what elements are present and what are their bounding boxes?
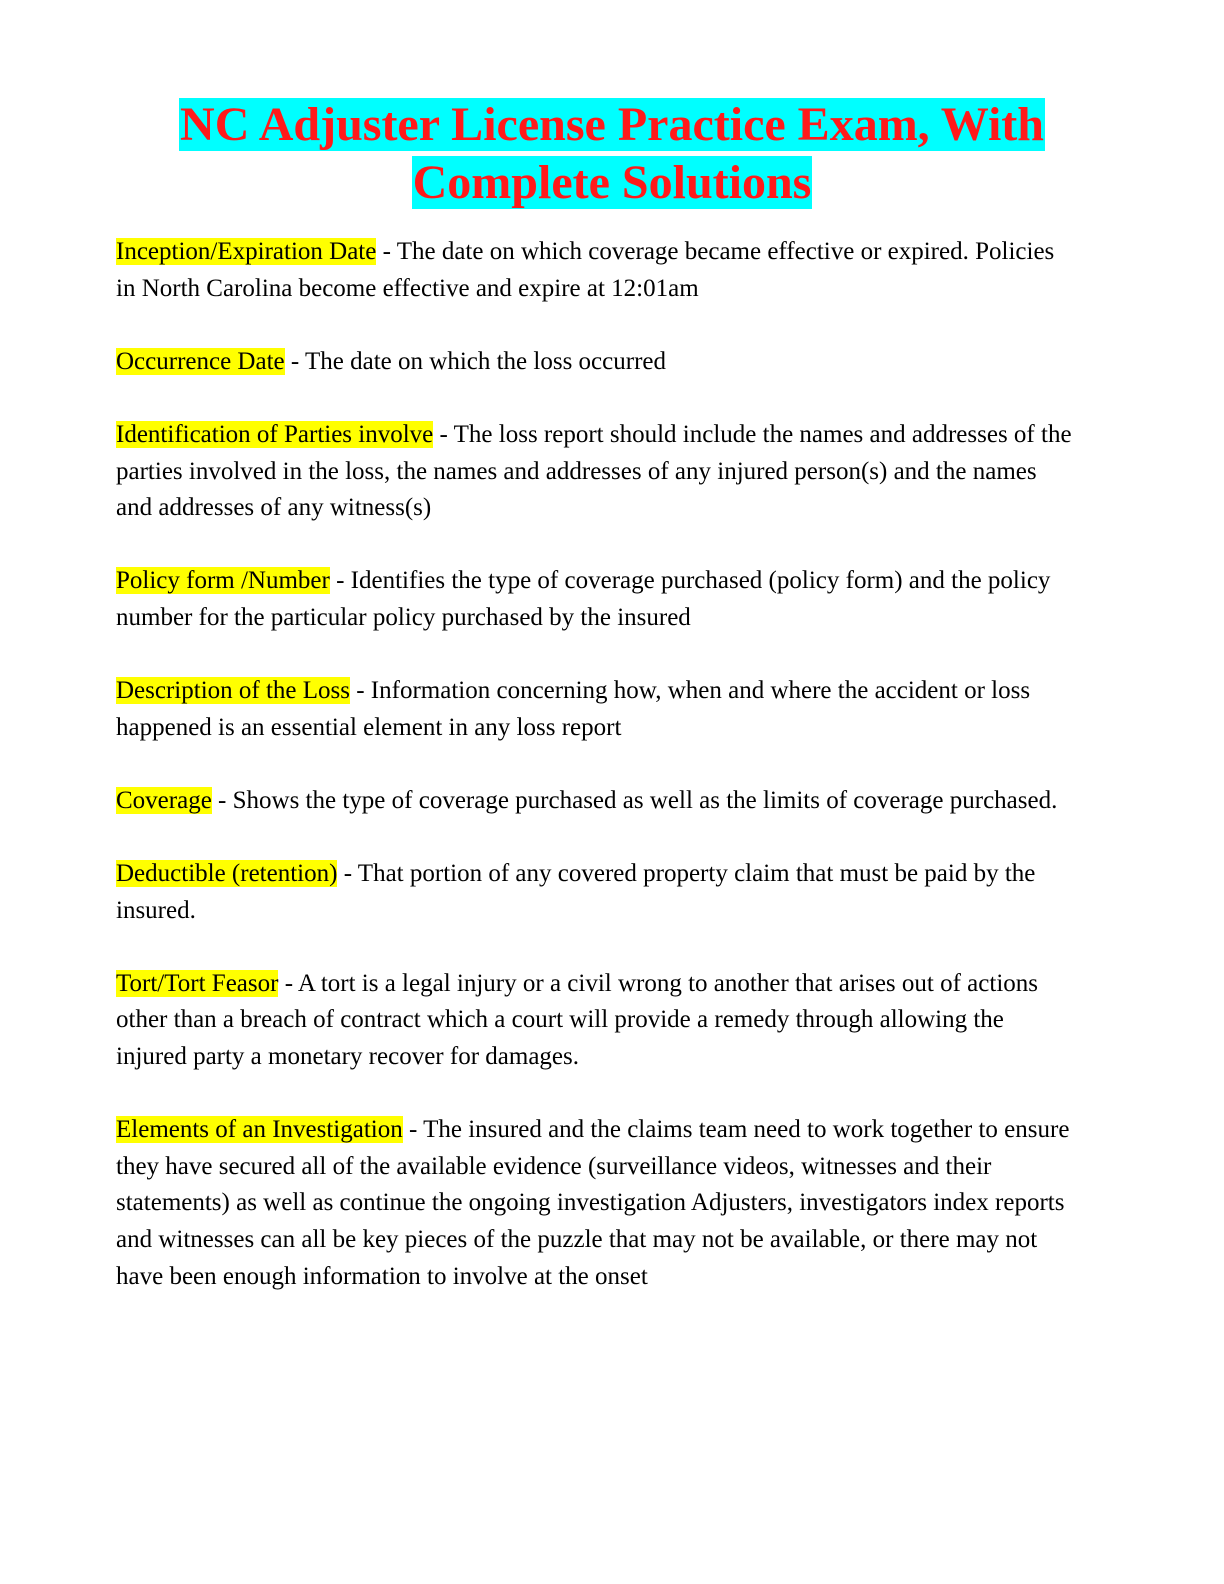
glossary-term: Elements of an Investigation xyxy=(116,1116,403,1144)
glossary-entry xyxy=(116,1112,1076,1295)
page-title xyxy=(100,96,1124,212)
glossary-entry xyxy=(116,563,1076,636)
glossary-term: Policy form /Number xyxy=(116,567,330,595)
glossary-term: Occurrence Date xyxy=(116,347,285,375)
glossary-definition: - Identifies the type of coverage purchased (policy form) and the policy number for the particular policy purchased by the insured xyxy=(116,567,1051,631)
glossary-entry xyxy=(116,234,1076,307)
glossary-term: Deductible (retention) xyxy=(116,860,338,888)
glossary-entry xyxy=(116,856,1076,929)
glossary-definition: - That portion of any covered property claim that must be paid by the insured. xyxy=(116,860,1036,924)
glossary-definition: - Shows the type of coverage purchased as well as the limits of coverage purchased. xyxy=(211,786,1058,814)
glossary-entry xyxy=(116,966,1076,1076)
glossary-definition: - The date on which coverage became effective or expired. Policies in North Carolina become effective and expire at 12:01am xyxy=(116,238,1055,302)
glossary-entry xyxy=(116,344,1076,381)
glossary-definition: - The loss report should include the names and addresses of the parties involved in the loss, the names and addresses of any injured person(s) and the names and addresses of any witness(s) xyxy=(116,420,1072,522)
glossary-entry xyxy=(116,783,1076,820)
glossary-term: Tort/Tort Feasor xyxy=(116,969,279,997)
glossary-definition: - Information concerning how, when and where the accident or loss happened is an essential element in any loss report xyxy=(116,677,1031,741)
glossary-list xyxy=(116,234,1076,1332)
glossary-definition: - The insured and the claims team need to work together to ensure they have secured all of the available evidence (surveillance videos, witnesses and their statements) as well as continue the ongoing investigation Adjusters, investigators index reports and witnesses can all be key pieces of the puzzle that may not be available, or there may not have been enough information to involve at the onset xyxy=(116,1116,1070,1290)
glossary-term: Identification of Parties involve xyxy=(116,420,434,448)
title-line-2: Complete Solutions xyxy=(412,156,812,209)
title-line-1: NC Adjuster License Practice Exam, With xyxy=(180,98,1044,151)
glossary-definition: - The date on which the loss occurred xyxy=(284,347,667,375)
glossary-entry xyxy=(116,673,1076,746)
glossary-term: Description of the Loss xyxy=(116,677,350,705)
glossary-term: Inception/Expiration Date xyxy=(116,238,377,265)
glossary-definition: - A tort is a legal injury or a civil wrong to another that arises out of actions other than a breach of contract which a court will provide a remedy through allowing the injured party a monetary recover for damages. xyxy=(116,969,1038,1071)
glossary-term: Coverage xyxy=(116,786,212,814)
glossary-entry xyxy=(116,417,1076,527)
